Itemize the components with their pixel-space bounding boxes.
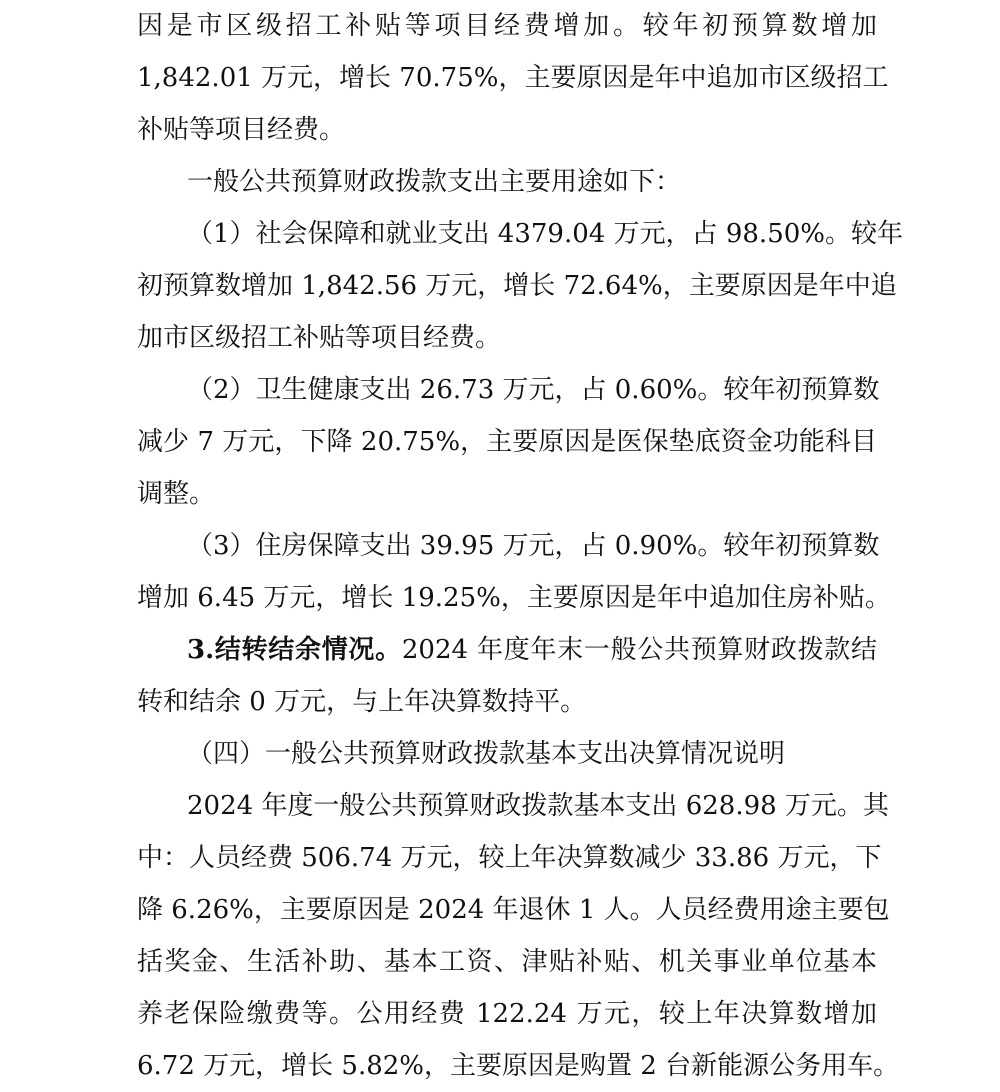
section-heading: （四）一般公共预算财政拨款基本支出决算情况说明 <box>187 739 786 769</box>
text-line: 初预算数增加 1,842.56 万元，增长 72.64%，主要原因是年中追 <box>137 271 897 301</box>
text-line: 括奖金、生活补助、基本工资、津贴补贴、机关事业单位基本 <box>137 947 877 977</box>
text-line-with-heading <box>187 624 877 676</box>
bold-heading: 3.结转结余情况。 <box>187 635 402 665</box>
text-line: 增加 6.45 万元，增长 19.25%，主要原因是年中追加住房补贴。 <box>137 583 891 613</box>
text-line: 降 6.26%，主要原因是 2024 年退休 1 人。人员经费用途主要包 <box>137 895 890 925</box>
text-line: 调整。 <box>137 479 216 509</box>
text-line: 1,842.01 万元，增长 70.75%，主要原因是年中追加市区级招工 <box>137 63 889 93</box>
text-line: 养老保险缴费等。公用经费 122.24 万元，较上年决算数增加 <box>137 999 877 1029</box>
text-line: 补贴等项目经费。 <box>137 115 346 145</box>
text-line: 加市区级招工补贴等项目经费。 <box>137 323 502 353</box>
heading-text: 2024 年度年末一般公共预算财政拨款结 <box>401 635 877 665</box>
text-line: （3）住房保障支出 39.95 万元，占 0.90%。较年初预算数 <box>187 531 880 561</box>
text-line: 中：人员经费 506.74 万元，较上年决算数减少 33.86 万元，下 <box>137 843 882 873</box>
text-line: （1）社会保障和就业支出 4379.04 万元，占 98.50%。较年 <box>187 219 903 249</box>
text-line: 一般公共预算财政拨款支出主要用途如下： <box>187 167 682 197</box>
text-line: 6.72 万元，增长 5.82%，主要原因是购置 2 台新能源公务用车。 <box>137 1051 900 1081</box>
text-line: 减少 7 万元，下降 20.75%，主要原因是医保垫底资金功能科目 <box>137 427 877 457</box>
text-line: （2）卫生健康支出 26.73 万元，占 0.60%。较年初预算数 <box>187 375 880 405</box>
text-line: 2024 年度一般公共预算财政拨款基本支出 628.98 万元。其 <box>187 791 889 821</box>
text-line: 因是市区级招工补贴等项目经费增加。较年初预算数增加 <box>137 11 877 41</box>
text-line: 转和结余 0 万元，与上年决算数持平。 <box>137 687 587 717</box>
